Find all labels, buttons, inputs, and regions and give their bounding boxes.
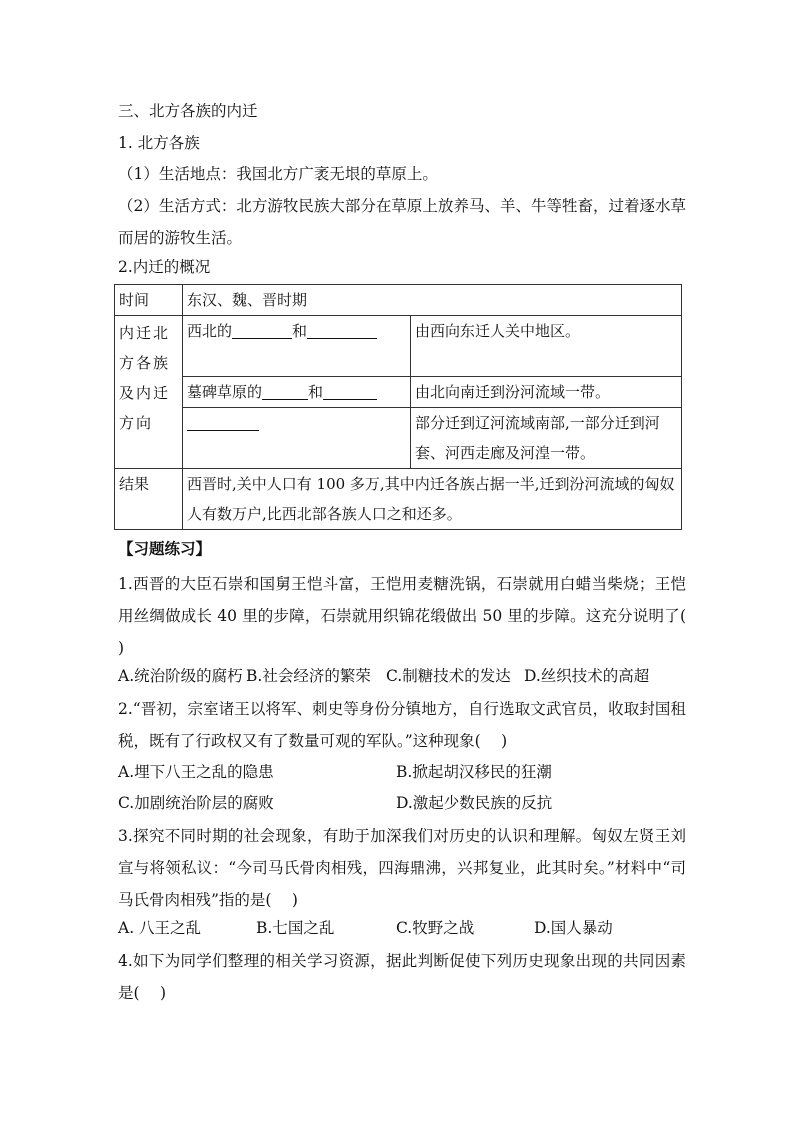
cell-direction-label (115, 316, 183, 469)
cell-tribe-3 (183, 408, 411, 469)
option-d[interactable]: D.丝织技术的高超 (524, 667, 650, 685)
subheading-migration-overview: 2.内迁的概况 (118, 258, 211, 276)
direction-label-text: 内迁北方各族及内迁方向 (119, 324, 171, 432)
option-b[interactable]: B.七国之乱 (256, 919, 335, 937)
answer-blank[interactable] (187, 412, 259, 431)
exercise-heading: 【习题练习】 (118, 539, 212, 558)
cell-tribe-1 (183, 316, 411, 377)
question-2-options-row1 (118, 761, 698, 783)
option-a[interactable]: A. 八王之乱 (118, 919, 202, 937)
tribe-2-and: 和 (308, 383, 324, 401)
option-d[interactable]: D.激起少数民族的反抗 (396, 794, 553, 812)
question-4: 4.如下为同学们整理的相关学习资源，据此判断促使下列历史现象出现的共同因素是( ) (118, 952, 686, 1002)
question-1: 1.西晋的大臣石崇和国舅王恺斗富，王恺用麦糖洗锅，石崇就用白蜡当柴烧；王恺用丝绸做成长 40 里的步障，石崇就用织锦花缎做出 50 里的步障。这充分说明了( ) (118, 575, 707, 657)
question-3: 3.探究不同时期的社会现象，有助于加深我们对历史的认识和理解。匈奴左贤王刘宣与将领私议：“今司马氏骨肉相残，四海鼎沸，兴邦复业，此其时矣。”材料中“司马氏骨肉相残”指的是( ) (118, 827, 686, 909)
option-b[interactable]: B.掀起胡汉移民的狂潮 (396, 763, 552, 781)
answer-blank[interactable] (232, 320, 292, 339)
tribe-1-prefix: 西北的 (187, 322, 233, 340)
cell-time-value: 东汉、魏、晋时期 (183, 285, 682, 316)
cell-result-label: 结果 (115, 469, 183, 530)
question-2-options-row2 (118, 792, 698, 814)
answer-blank[interactable] (262, 381, 308, 400)
cell-direction-2: 由北向南迁到汾河流域一带。 (411, 377, 682, 408)
living-place-text: （1）生活地点：我国北方广袤无垠的草原上。 (118, 165, 438, 183)
option-c[interactable]: C.牧野之战 (396, 919, 475, 937)
option-a[interactable]: A.埋下八王之乱的隐患 (118, 763, 274, 781)
option-b[interactable]: B.社会经济的繁荣 (246, 667, 371, 685)
table-row-time (115, 285, 682, 316)
tribe-2-prefix: 墓碑草原的 (187, 383, 263, 401)
option-c[interactable]: C.制糖技术的发达 (386, 667, 511, 685)
table-row-result (115, 469, 682, 530)
cell-time-label: 时间 (115, 285, 183, 316)
cell-result-value: 西晋时,关中人口有 100 多万,其中内迁各族占据一半,迁到汾河流域的匈奴人有数万户,比西北部各族人口之和还多。 (183, 469, 682, 530)
answer-blank[interactable] (323, 381, 377, 400)
tribe-1-and: 和 (292, 322, 308, 340)
cell-tribe-2 (183, 377, 411, 408)
cell-direction-3: 部分迁到辽河流域南部,一部分迁到河套、河西走廊及河湟一带。 (411, 408, 682, 469)
option-c[interactable]: C.加剧统治阶层的腐败 (118, 794, 274, 812)
table-row-direction-1 (115, 316, 682, 377)
option-d[interactable]: D.国人暴动 (534, 919, 613, 937)
lifestyle-text: （2）生活方式：北方游牧民族大部分在草原上放养马、羊、牛等牲畜，过着逐水草而居的游牧生活。 (118, 197, 686, 247)
migration-table (114, 284, 682, 530)
option-a[interactable]: A.统治阶级的腐朽 (118, 667, 243, 685)
question-2: 2.“晋初，宗室诸王以将军、刺史等身份分镇地方，自行选取文武官员，收取封国租税，既有了行政权又有了数量可观的军队。”这种现象( ) (118, 700, 686, 750)
cell-direction-1: 由西向东迁人关中地区。 (411, 316, 682, 377)
question-1-options (118, 665, 698, 687)
answer-blank[interactable] (307, 320, 377, 339)
question-3-options (118, 917, 698, 939)
subheading-northern-tribes: 1. 北方各族 (118, 134, 200, 152)
table-row-direction-3 (115, 408, 682, 469)
section-title: 三、北方各族的内迁 (118, 102, 258, 120)
table-row-direction-2 (115, 377, 682, 408)
